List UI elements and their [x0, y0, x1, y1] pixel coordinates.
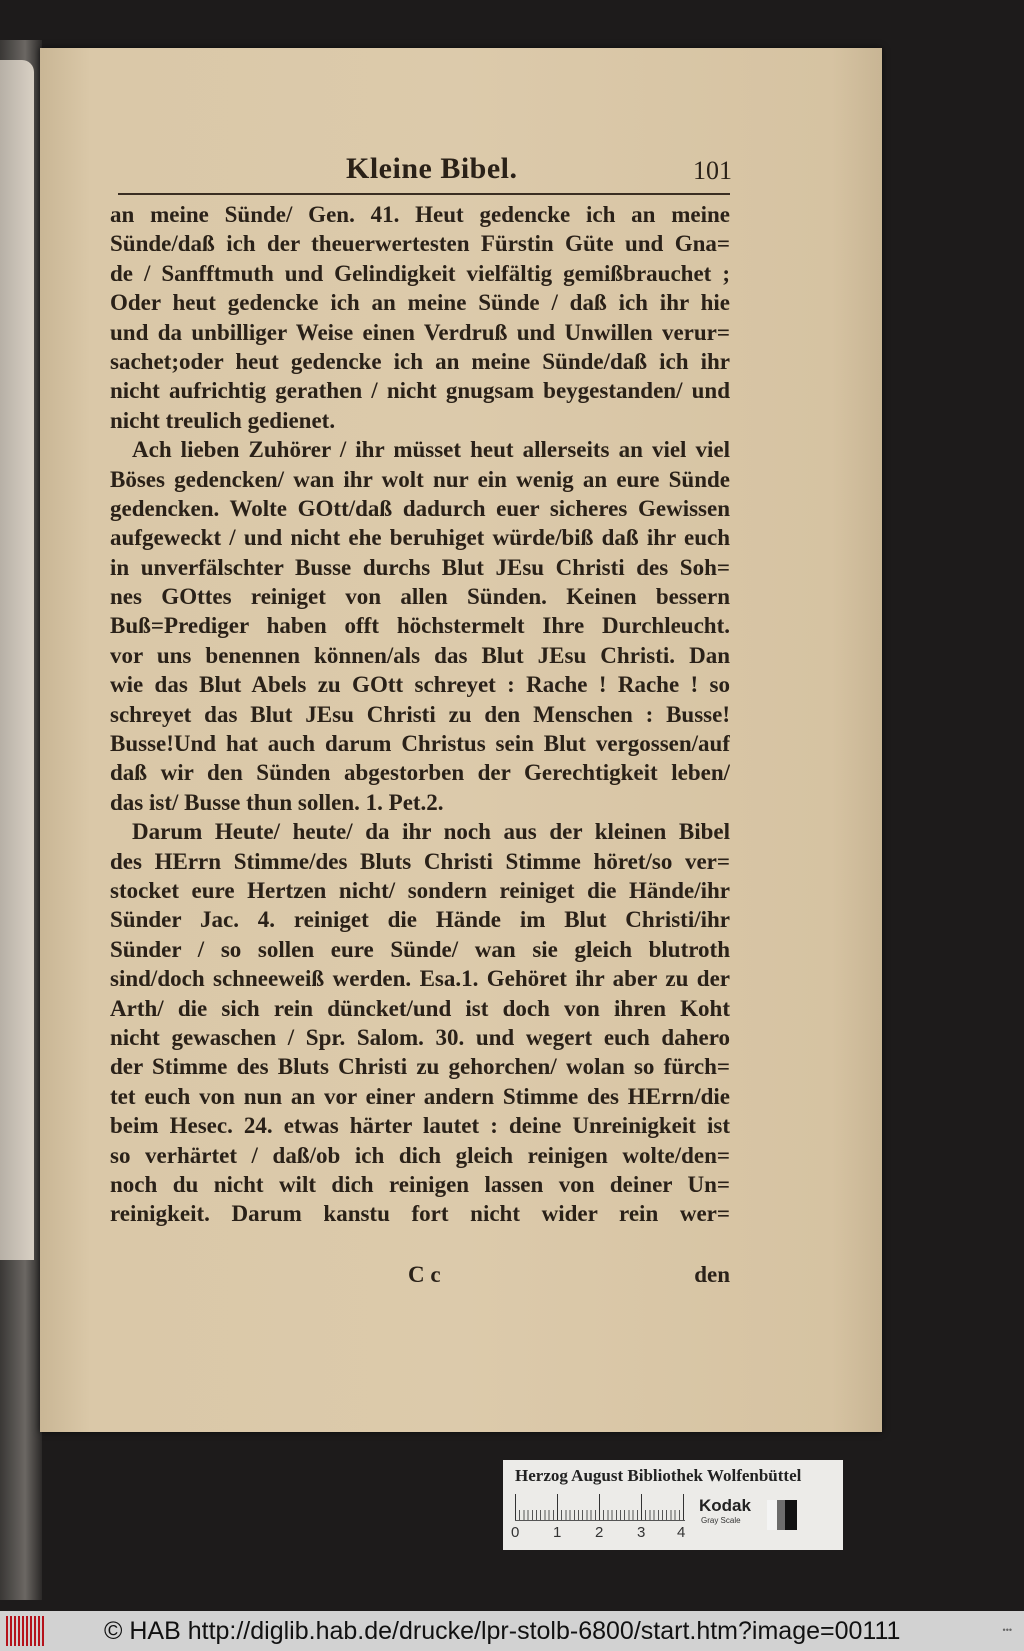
text-line: vor uns benennen können/als das Blut JEsu Christi. Dan	[110, 642, 730, 668]
text-line: Ach lieben Zuhörer / ihr müsset heut allerseits an viel viel	[132, 437, 730, 463]
text-line: beim Hesec. 24. etwas härter lautet : deine Unreinigkeit ist	[110, 1113, 730, 1139]
running-header	[110, 150, 732, 190]
text-line: des HErrn Stimme/des Bluts Christi Stimme höret/so ver=	[110, 848, 730, 874]
hab-logo-icon	[6, 1616, 46, 1646]
text-line: nicht treulich gedienet.	[110, 407, 336, 433]
adjacent-page-edge	[0, 40, 42, 1600]
text-line: und da unbilliger Weise einen Verdruß und Unwillen verur=	[110, 319, 730, 345]
text-line: noch du nicht wilt dich reinigen lassen von deiner Un=	[110, 1171, 730, 1197]
signature-mark: C c	[408, 1262, 441, 1287]
text-line: so verhärtet / daß/ob ich dich gleich reinigen wolte/den=	[110, 1142, 730, 1168]
text-line: Buß=Prediger haben offt höchstermelt Ihre Durchleucht.	[110, 613, 730, 639]
text-line: Oder heut gedencke ich an meine Sünde / daß ich ihr hie	[110, 290, 730, 316]
ruler-number: 2	[595, 1524, 604, 1541]
body-text	[110, 200, 730, 1229]
kodak-brand: Kodak	[699, 1496, 751, 1515]
ruler-number: 1	[553, 1524, 562, 1541]
text-line: sachet;oder heut gedencke ich an meine Sünde/daß ich ihr	[110, 348, 730, 374]
ruler-number: 3	[637, 1524, 646, 1541]
text-line: an meine Sünde/ Gen. 41. Heut gedencke ich an meine	[110, 202, 730, 227]
text-line: Busse!Und hat auch darum Christus sein Blut vergossen/auf	[110, 731, 730, 757]
text-line: wie das Blut Abels zu GOtt schreyet : Rache ! Rache ! so	[110, 672, 730, 698]
ruler-number: 0	[511, 1524, 520, 1541]
text-line: schreyet das Blut JEsu Christi zu den Menschen : Busse!	[110, 701, 730, 727]
scale-ruler	[515, 1494, 685, 1521]
text-line: Sünde/daß ich der theuerwertesten Fürstin Güte und Gna=	[110, 231, 730, 257]
text-line: tet euch von nun an vor einer andern Stimme des HErrn/die	[110, 1083, 730, 1109]
text-line: aufgeweckt / und nicht ehe beruhiget würde/biß daß ihr euch	[110, 525, 730, 551]
text-line: Sünder Jac. 4. reiniget die Hände im Blut Christi/ihr	[110, 907, 730, 933]
text-line: reinigkeit. Darum kanstu fort nicht wider rein wer=	[110, 1201, 730, 1227]
ruler-number: 4	[677, 1524, 686, 1541]
gray-scale-label: Gray Scale	[701, 1516, 741, 1525]
color-calibration-card	[503, 1460, 843, 1550]
page-number: 101	[693, 156, 732, 185]
running-title: Kleine Bibel.	[346, 152, 518, 185]
text-line: in unverfälschter Busse durchs Blut JEsu Christi des Soh=	[110, 554, 730, 580]
text-line: nes GOttes reiniget von allen Sünden. Keinen bessern	[110, 584, 730, 610]
text-line: der Stimme des Bluts Christi zu gehorchen/ wolan so fürch=	[110, 1054, 730, 1080]
text-line: nicht aufrichtig gerathen / nicht gnugsam beygestanden/ und	[110, 378, 730, 404]
page-flap	[0, 60, 34, 1260]
library-name: Herzog August Bibliothek Wolfenbüttel	[515, 1466, 802, 1485]
text-line: daß wir den Sünden abgestorben der Gerechtigkeit leben/	[110, 760, 730, 786]
gray-patches	[767, 1500, 797, 1530]
text-line: das ist/ Busse thun sollen. 1. Pet.2.	[110, 789, 444, 815]
text-line: sind/doch schneeweiß werden. Esa.1. Gehöret ihr aber zu der	[110, 966, 730, 992]
text-line: nicht gewaschen / Spr. Salom. 30. und wegert euch dahero	[110, 1024, 730, 1050]
text-line: gedencken. Wolte GOtt/daß dadurch euer sicheres Gewissen	[110, 495, 730, 521]
text-line: Böses gedencken/ wan ihr wolt nur ein wenig an eure Sünde	[110, 466, 730, 492]
copyright-url[interactable]: © HAB http://diglib.hab.de/drucke/lpr-stolb-6800/start.htm?image=00111	[104, 1617, 901, 1645]
text-line: Darum Heute/ heute/ da ihr noch aus der kleinen Bibel	[132, 819, 730, 845]
text-line: de / Sanfftmuth und Gelindigkeit vielfältig gemißbrauchet ;	[110, 260, 730, 286]
text-line: Sünder / so sollen eure Sünde/ wan sie gleich blutroth	[110, 936, 730, 962]
header-rule	[118, 193, 730, 195]
footer-bar	[0, 1611, 1024, 1651]
more-dots-icon[interactable]: •••	[1002, 1625, 1012, 1635]
catchword: den	[694, 1262, 730, 1287]
text-line: Arth/ die sich rein düncket/und ist doch von ihren Koht	[110, 995, 730, 1021]
text-line: stocket eure Hertzen nicht/ sondern reiniget die Hände/ihr	[110, 877, 730, 903]
